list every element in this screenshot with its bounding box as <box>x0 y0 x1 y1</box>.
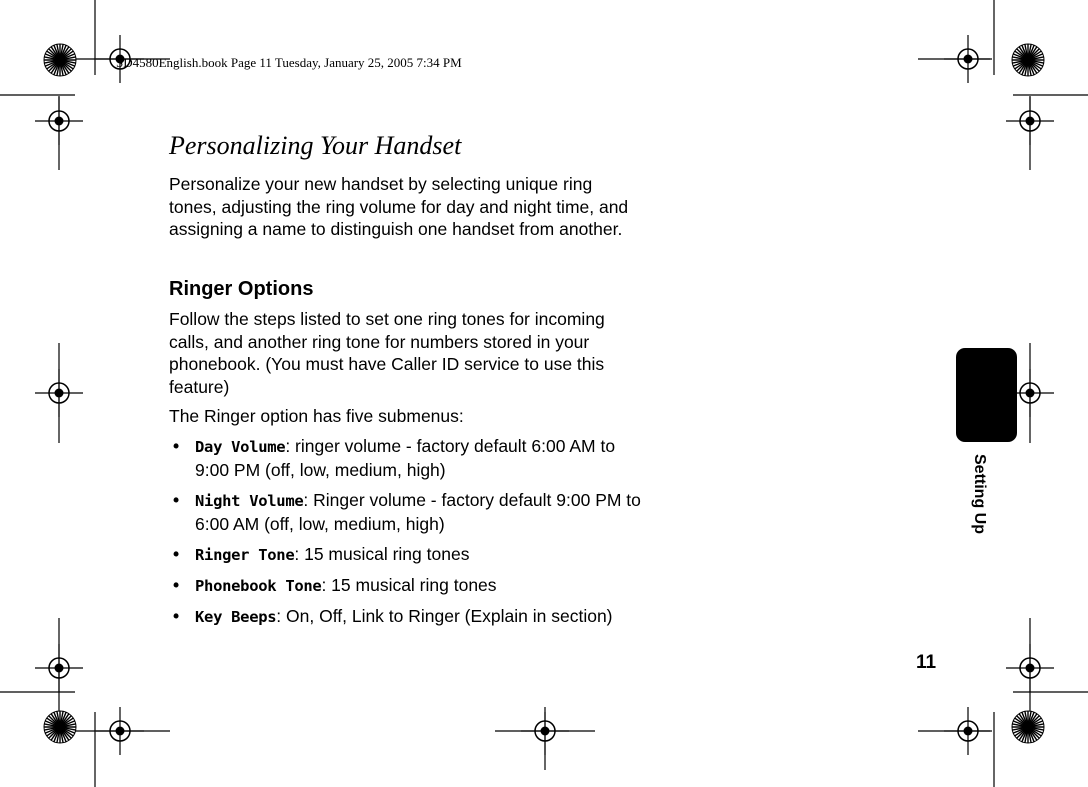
ringer-description: Follow the steps listed to set one ring tones for incoming calls, and another ring tone for numbers stored in your phonebook. (You must have Caller ID service to use this feature) <box>169 309 605 397</box>
submenu-term: Phonebook Tone <box>195 577 322 595</box>
bullet-icon: • <box>173 575 180 595</box>
list-item <box>169 574 649 598</box>
bullet-icon: • <box>173 544 180 564</box>
submenu-description: : 15 musical ring tones <box>294 544 470 564</box>
page-number: 11 <box>916 652 937 673</box>
list-item <box>169 489 649 536</box>
bullet-icon: • <box>173 606 180 626</box>
page-title: Personalizing Your Handset <box>169 131 462 160</box>
submenu-description: : On, Off, Link to Ringer (Explain in section) <box>276 606 613 626</box>
submenu-intro: The Ringer option has five submenus: <box>169 406 464 426</box>
print-header-info: SD4580English.book Page 11 Tuesday, January 25, 2005 7:34 PM <box>116 55 462 70</box>
list-item <box>169 435 649 482</box>
submenu-term: Day Volume <box>195 438 286 456</box>
submenu-description: : 15 musical ring tones <box>321 575 497 595</box>
list-item <box>169 543 649 567</box>
bullet-icon: • <box>173 490 180 510</box>
section-heading: Ringer Options <box>169 278 314 300</box>
submenu-description: : ringer volume - factory default 6:00 AM to 9:00 PM (off, low, medium, high) <box>195 436 616 480</box>
submenu-term: Key Beeps <box>195 608 277 626</box>
intro-paragraph: Personalize your new handset by selecting unique ring tones, adjusting the ring volume for day and night time, and assigning a name to distinguish one handset from another. <box>169 174 629 240</box>
section-tab <box>956 348 1017 442</box>
list-item <box>169 605 649 629</box>
bullet-icon: • <box>173 436 180 456</box>
submenu-term: Night Volume <box>195 492 304 510</box>
submenu-term: Ringer Tone <box>195 546 295 564</box>
submenu-list <box>169 435 649 636</box>
submenu-description: : Ringer volume - factory default 9:00 PM to 6:00 AM (off, low, medium, high) <box>195 490 641 534</box>
section-tab-label: Setting Up <box>971 454 988 534</box>
